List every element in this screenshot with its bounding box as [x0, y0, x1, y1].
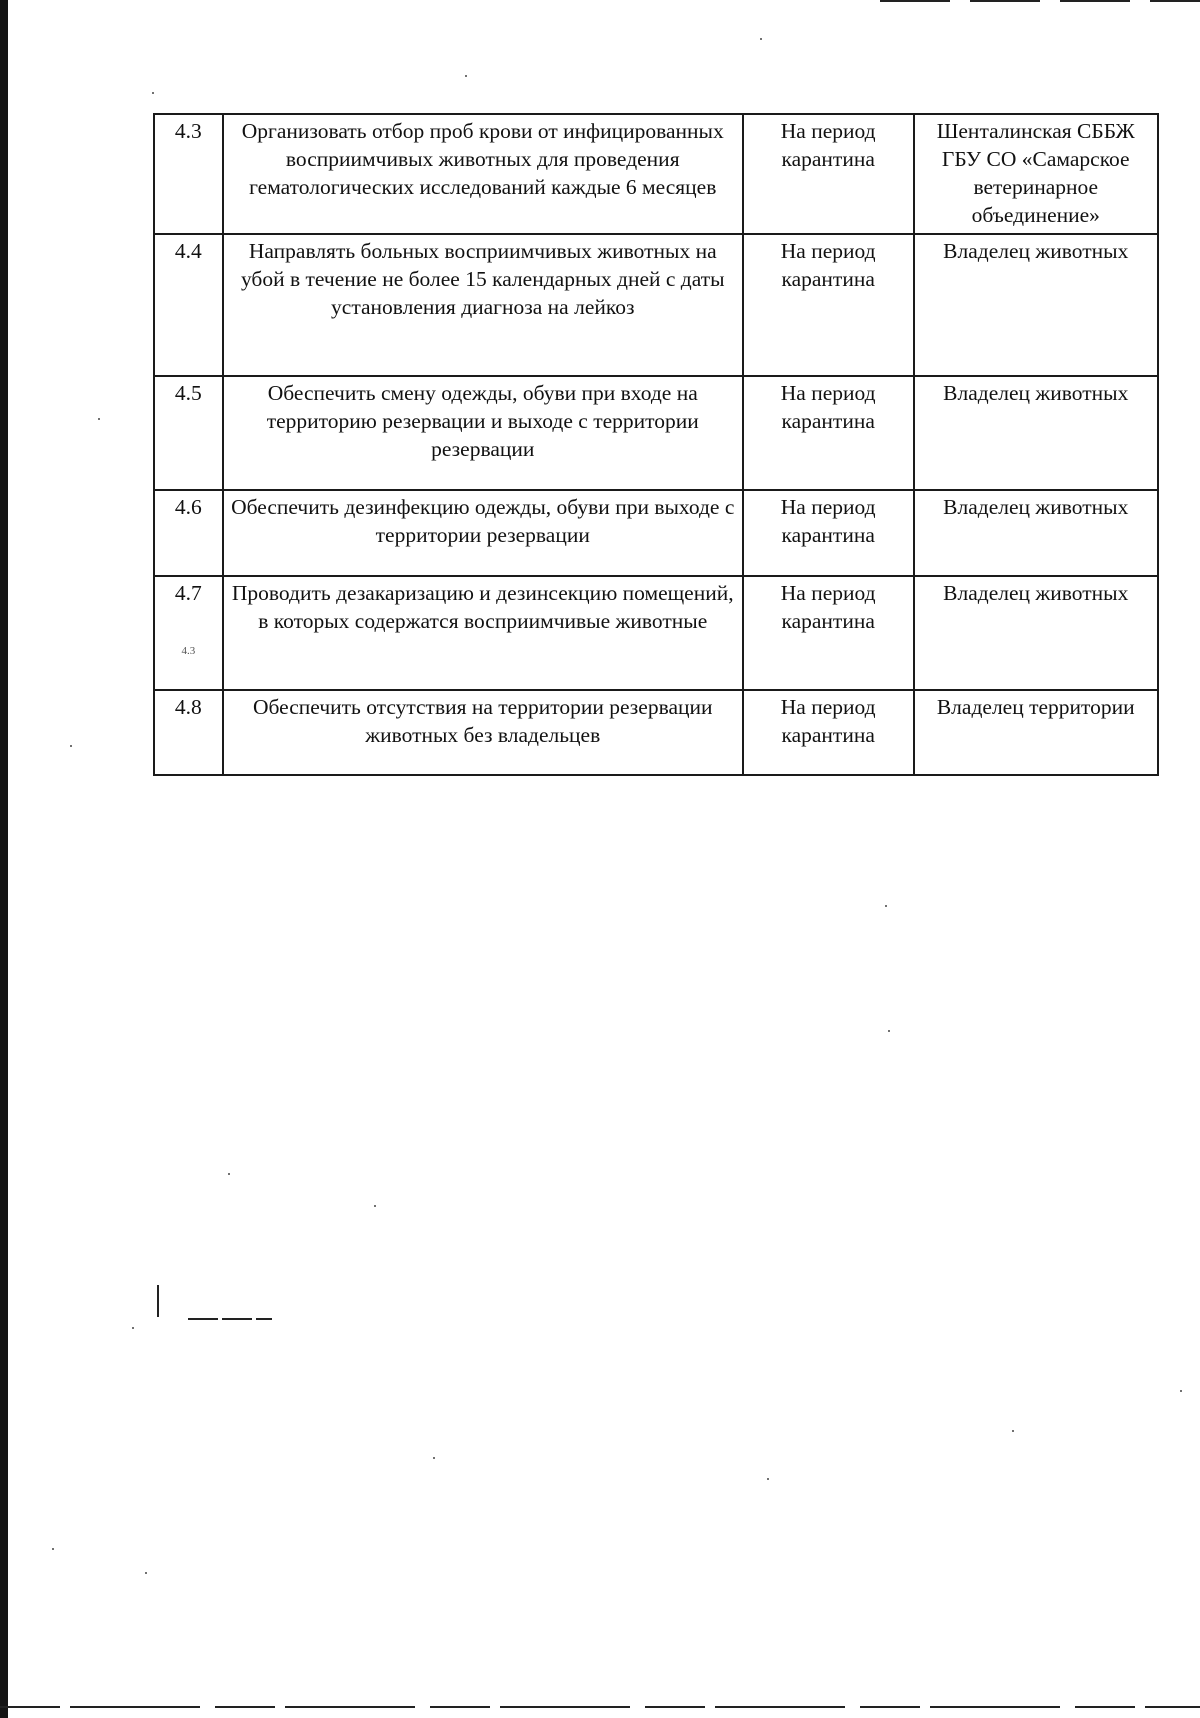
row-number: 4.4	[154, 234, 223, 376]
row-responsible: Шенталинская СББЖ ГБУ СО «Самарское ветеринарное объединение»	[914, 114, 1158, 234]
row-number-cell	[154, 576, 223, 690]
scan-bottom-edge	[0, 1706, 1200, 1708]
row-action: Направлять больных восприимчивых животных на убой в течение не более 15 календарных дней с даты установления диагноза на лейкоз	[223, 234, 743, 376]
row-responsible: Владелец животных	[914, 234, 1158, 376]
row-term: На период карантина	[743, 490, 914, 576]
row-responsible: Владелец животных	[914, 376, 1158, 490]
scan-speck	[888, 1030, 890, 1032]
row-action: Обеспечить смену одежды, обуви при входе на территорию резервации и выходе с территории резервации	[223, 376, 743, 490]
row-term: На период карантина	[743, 576, 914, 690]
row-action: Организовать отбор проб крови от инфицированных восприимчивых животных для проведения гематологических исследований каждые 6 месяцев	[223, 114, 743, 234]
scan-speck	[132, 1327, 134, 1329]
row-number: 4.3	[154, 114, 223, 234]
row-number-ghost: 4.3	[181, 645, 196, 657]
table-row	[154, 376, 1158, 490]
row-responsible: Владелец территории	[914, 690, 1158, 775]
scan-speck	[433, 1457, 435, 1459]
row-number: 4.8	[154, 690, 223, 775]
scan-top-edge	[880, 0, 1200, 2]
scan-speck	[145, 1572, 147, 1574]
row-number: 4.5	[154, 376, 223, 490]
table-row	[154, 234, 1158, 376]
scan-mark-vertical	[157, 1285, 159, 1317]
table-row	[154, 114, 1158, 234]
scan-speck	[885, 905, 887, 907]
row-term: На период карантина	[743, 234, 914, 376]
scan-speck	[1012, 1430, 1014, 1432]
scan-speck	[70, 745, 72, 747]
scan-speck	[1180, 1390, 1182, 1392]
row-action: Обеспечить дезинфекцию одежды, обуви при выходе с территории резервации	[223, 490, 743, 576]
measures-table	[153, 113, 1159, 776]
row-number: 4.7	[174, 581, 202, 605]
scan-speck	[465, 75, 467, 77]
scan-speck	[374, 1205, 376, 1207]
table-row	[154, 490, 1158, 576]
scan-speck	[760, 38, 762, 40]
scan-speck	[152, 92, 154, 94]
table-row	[154, 690, 1158, 775]
row-responsible: Владелец животных	[914, 490, 1158, 576]
row-number: 4.6	[154, 490, 223, 576]
scan-speck	[98, 418, 100, 420]
table-row	[154, 576, 1158, 690]
scan-speck	[767, 1478, 769, 1480]
row-term: На период карантина	[743, 114, 914, 234]
row-term: На период карантина	[743, 690, 914, 775]
scan-speck	[228, 1173, 230, 1175]
row-responsible: Владелец животных	[914, 576, 1158, 690]
row-action: Проводить дезакаризацию и дезинсекцию помещений, в которых содержатся восприимчивые животные	[223, 576, 743, 690]
scan-speck	[52, 1548, 54, 1550]
row-term: На период карантина	[743, 376, 914, 490]
scan-left-edge	[0, 0, 8, 1718]
row-action: Обеспечить отсутствия на территории резервации животных без владельцев	[223, 690, 743, 775]
scan-mark-horizontal	[188, 1318, 272, 1320]
